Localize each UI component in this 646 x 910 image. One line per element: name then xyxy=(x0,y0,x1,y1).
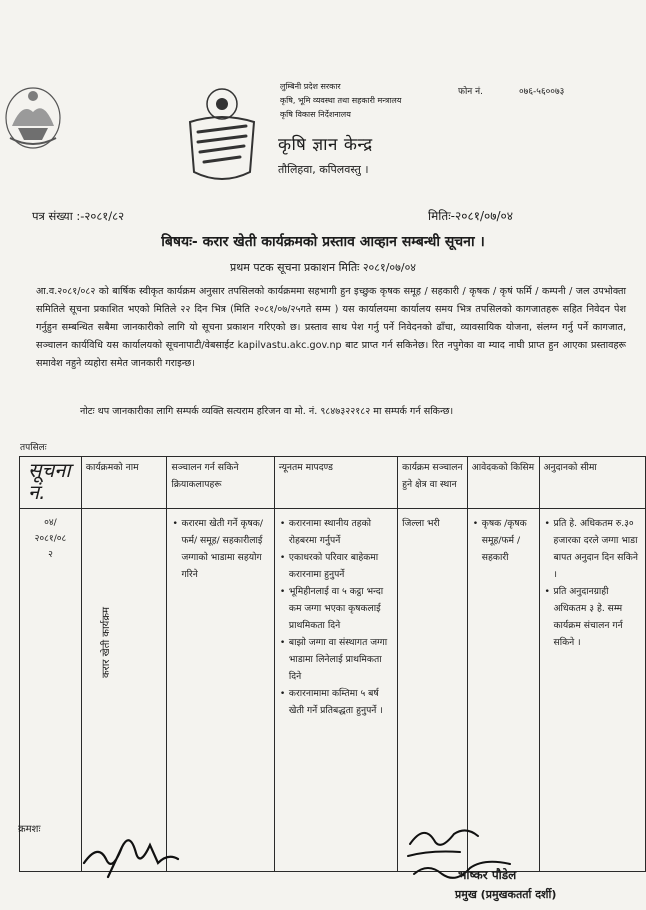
applicant-item: • कृषक /कृषक समूह/फर्म / सहकारी xyxy=(482,515,535,566)
header-area: कार्यक्रम सञ्चालन हुने क्षेत्र वा स्थान xyxy=(398,457,468,509)
contact-note: नोटः थप जानकारीका लागि सम्पर्क व्यक्ति सत्यराम हरिजन वा मो. नं. ९८४७३२२१८२ मा सम्पर्क गर्न सकिन्छ। xyxy=(80,406,454,417)
header-applicant: आवेदकको किसिम xyxy=(467,457,539,509)
cell-applicant xyxy=(467,509,539,872)
header-activities: सञ्चालन गर्न सकिने क्रियाकलापहरू xyxy=(167,457,274,509)
cell-subsidy xyxy=(539,509,646,872)
letter-number: पत्र संख्या :-२०८१/८२ xyxy=(32,209,125,223)
ref-line: २०८१/०८ xyxy=(34,533,67,544)
first-publication-date: प्रथम पटक सूचना प्रकाशन मितिः २०८१/०७/०४ xyxy=(229,261,417,274)
office-address: तौलिहवा, कपिलवस्तु । xyxy=(278,163,369,176)
nepal-emblem-icon xyxy=(4,82,62,150)
header-program-name: कार्यक्रमको नाम xyxy=(81,457,167,509)
office-seal xyxy=(180,82,264,186)
header-criteria: न्यूनतम मापदण्ड xyxy=(274,457,397,509)
cell-program-name xyxy=(81,509,167,872)
ministry-line: कृषि, भूमि व्यवस्था तथा सहकारी मन्त्रालय xyxy=(280,96,402,105)
ref-line: २ xyxy=(48,549,53,560)
cell-activities xyxy=(167,509,274,872)
officer-title: प्रमुख (प्रमुखकतर्ता दर्शी) xyxy=(455,888,557,901)
phone-value: ०७६-५६००७३ xyxy=(518,87,565,97)
activity-item: • करारमा खेती गर्ने कृषक/ फर्म/ समूह/ सहकारीलाई जग्गाको भाडामा सहयोग गरिने xyxy=(181,515,269,583)
schedule-label: तपसिलः xyxy=(20,443,47,453)
ref-line: ०४/ xyxy=(44,517,57,528)
criteria-item: • बाझो जग्गा वा संस्थागत जग्गा भाडामा लिनेलाई प्राथमिकता दिने xyxy=(289,634,393,685)
subject-line: बिषयः- करार खेती कार्यक्रमको प्रस्ताव आव्हान सम्बन्धी सूचना । xyxy=(161,234,485,250)
continued-label: क्रमशः xyxy=(18,824,41,835)
schedule-table xyxy=(19,456,646,872)
officer-name: भाष्कर पौडेल xyxy=(458,868,517,882)
office-name: कृषि ज्ञान केन्द्र xyxy=(278,135,373,155)
cell-notice-no xyxy=(20,509,82,872)
directorate-line: कृषि विकास निर्देशनालय xyxy=(280,110,351,119)
criteria-item: • भूमिहीनलाई वा ५ कट्ठा भन्दा कम जग्गा भएका कृषकलाई प्राथमिकता दिने xyxy=(289,583,393,634)
criteria-item: • एकाधरको परिवार बाहेकमा करारनामा हुनुपर्ने xyxy=(289,549,393,583)
cell-criteria xyxy=(274,509,397,872)
signature-left xyxy=(78,823,193,883)
header-subsidy: अनुदानको सीमा xyxy=(539,457,646,509)
program-name: करार खेती कार्यक्रम xyxy=(100,607,112,679)
govt-line: लुम्बिनी प्रदेश सरकार xyxy=(280,82,341,91)
notice-body: आ.व.२०८१/०८२ को बार्षिक स्वीकृत कार्यक्रम अनुसार तपसिलको कार्यक्रममा सहभागी हुन इच्छुक कृषक समूह / सहकारी / कृषक / कृषं फर्मि / कम्पनी / जल उपभोक्ता समितिले सूचना प्रकाशित भएको मितिले २२ दिन भित्र (मिति २०८१/०७/२५गते सम्म ) यस कार्यालयमा कार्यालय समय भित्र तपसिलको कागजातहरू सहित निवेदन पेश गर्नुहुन सम्बन्धित सबैमा जानकारीको लागि यो सूचना प्रकाशन गरिएको छ। प्रस्ताव साथ पेश गर्नु पर्ने निवेदनको ढाँचा, व्यावसायिक योजना, संलग्न गर्नु पर्ने कागजात, सञ्चालन कार्यविधि यस कार्यालयको सूचनापाटी/वेबसाईट kapilvastu.akc.gov.np बाट प्राप्त गर्न सकिनेछ। रित नपुगेका वा म्याद नाघी प्राप्त हुन आएका प्रस्तावहरू समावेश नहुने व्यहोरा समेत जानकारी गराइन्छ। xyxy=(36,286,626,369)
header-notice-no: सूचना नं. xyxy=(20,457,82,509)
criteria-item: • करारनामामा कम्तिमा ५ बर्ष खेती गर्ने प्रतिबद्धता हुनुपर्ने । xyxy=(289,685,393,719)
subsidy-item: • प्रति हे. अधिकतम रु.३० हजारका दरले जग्गा भाडा बापत अनुदान दिन सकिने । xyxy=(554,515,642,583)
table-row xyxy=(20,509,646,872)
letterhead-lines xyxy=(280,80,401,122)
table-header-row xyxy=(20,457,646,509)
phone-label: फोन नं. xyxy=(458,87,483,97)
subsidy-item: • प्रति अनुदानग्राही अधिकतम ३ हे. सम्म कार्यक्रम संचालन गर्न सकिने । xyxy=(554,583,642,651)
phone-line xyxy=(458,84,564,97)
criteria-item: • करारनामा स्थानीय तहको रोहबरमा गर्नुपर्ने xyxy=(289,515,393,549)
letter-date: मितिः-२०८१/०७/०४ xyxy=(428,209,513,223)
cell-area: जिल्ला भरी xyxy=(398,509,468,872)
